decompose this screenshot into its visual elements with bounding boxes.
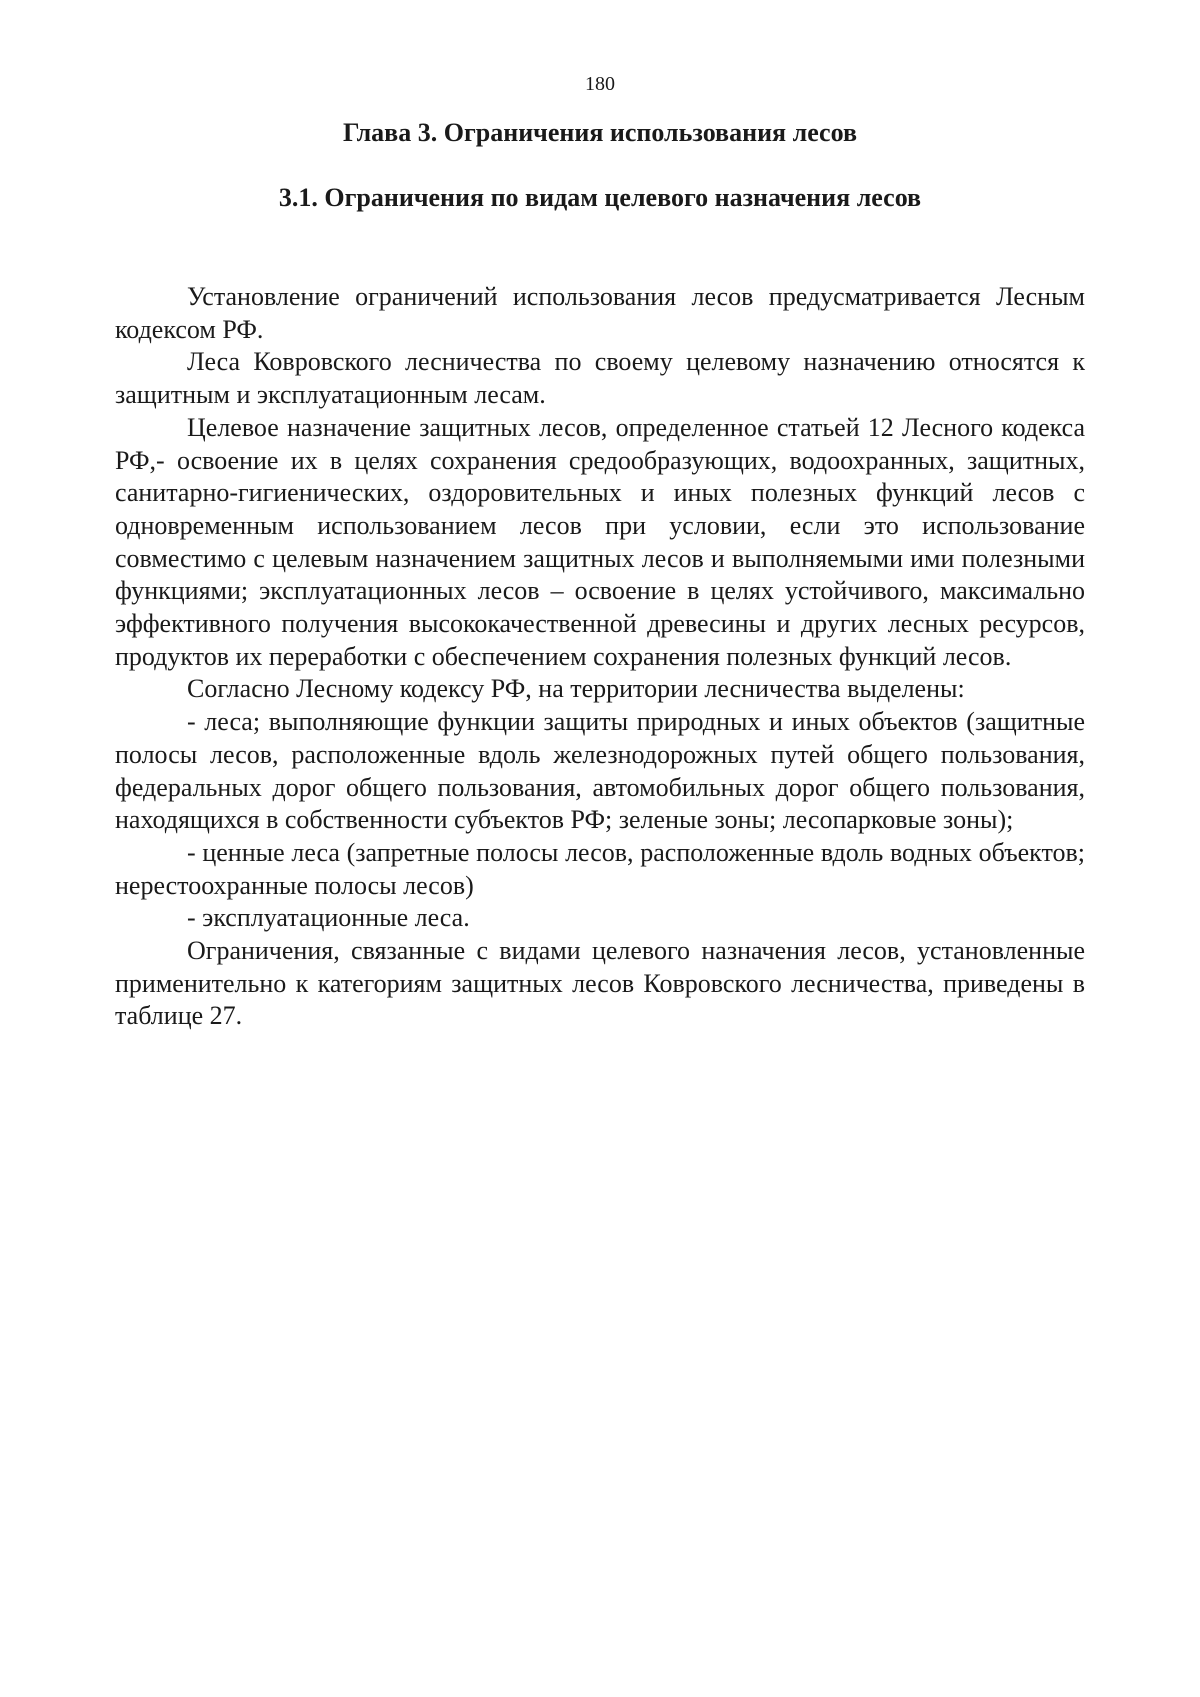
paragraph-intro: Установление ограничений использования лесов предусматривается Лесным кодексом РФ.	[115, 282, 1085, 344]
paragraph-restrictions-table-ref: Ограничения, связанные с видами целевого назначения лесов, установленные применительно к категориям защитных лесов Ковровского лесничества, приведены в таблице 27.	[115, 936, 1085, 1031]
list-item-protective-forests: - леса; выполняющие функции защиты природных и иных объектов (защитные полосы лесов, расположенные вдоль железнодорожных путей общего пользования, федеральных дорог общего пользования, автомобильных дорог общего пользования, находящихся в собственности субъектов РФ; зеленые зоны; лесопарковые зоны);	[115, 707, 1085, 835]
page-number: 180	[585, 73, 615, 95]
body-text	[115, 281, 1085, 1033]
section-title: 3.1. Ограничения по видам целевого назначения лесов	[278, 183, 922, 212]
list-item-valuable-forests: - ценные леса (запретные полосы лесов, расположенные вдоль водных объектов; нерестоохранные полосы лесов)	[115, 837, 1085, 900]
chapter-title: Глава 3. Ограничения использования лесов	[342, 118, 857, 147]
paragraph-forest-purpose: Леса Ковровского лесничества по своему целевому назначению относятся к защитным и эксплуатационным лесам.	[115, 347, 1085, 410]
paragraph-protective-purpose: Целевое назначение защитных лесов, определенное статьей 12 Лесного кодекса РФ,- освоение их в целях сохранения средообразующих, водоохранных, защитных, санитарно-гигиенических, оздоровительных и иных полезных функций лесов с одновременным использованием лесов при условии, если это использование совместимо с целевым назначением защитных лесов и выполняемыми ими полезными функциями; эксплуатационных лесов – освоение в целях устойчивого, максимально эффективного получения высококачественной древесины и других лесных ресурсов, продуктов их переработки с обеспечением сохранения полезных функций лесов.	[115, 412, 1085, 671]
list-item-exploitation-forests: - эксплуатационные леса.	[187, 903, 470, 933]
paragraph-allocated: Согласно Лесному кодексу РФ, на территории лесничества выделены:	[187, 674, 965, 704]
